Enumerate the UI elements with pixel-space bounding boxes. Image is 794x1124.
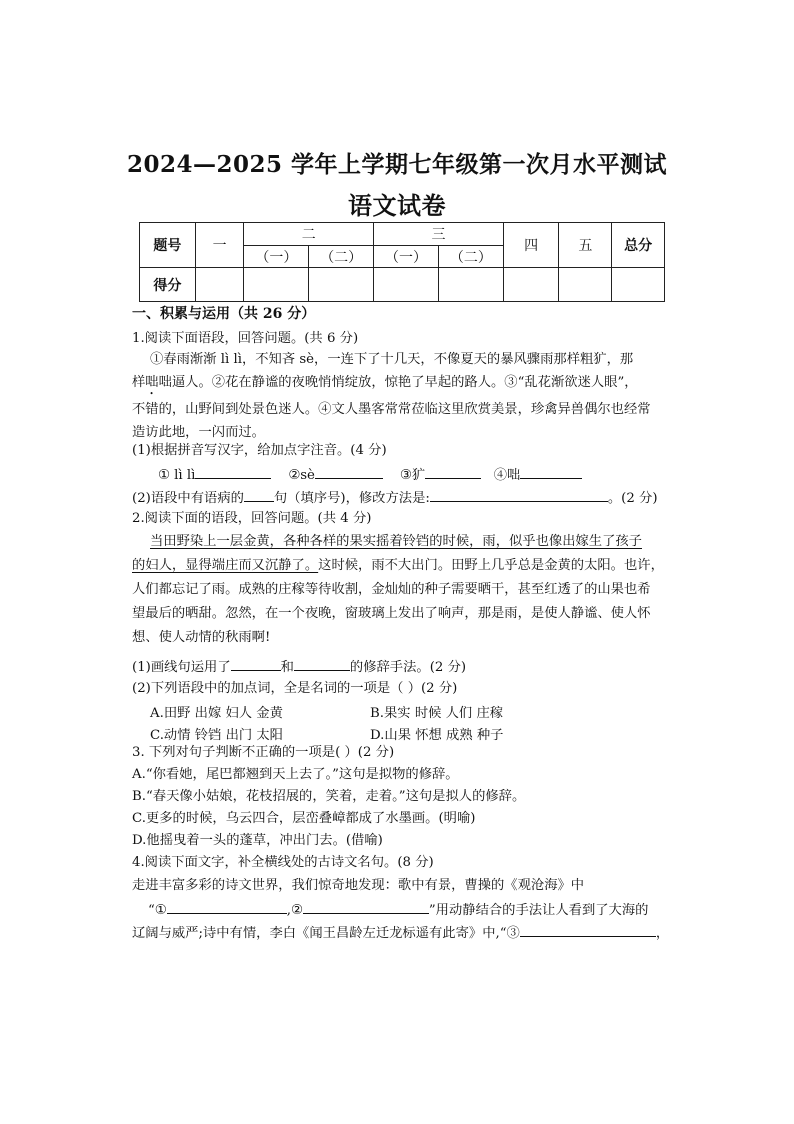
score-cell[interactable] xyxy=(612,268,665,302)
score-cell[interactable] xyxy=(503,268,559,302)
answer-blank[interactable] xyxy=(520,922,656,937)
col-2: 二 xyxy=(244,223,374,246)
score-cell[interactable] xyxy=(244,268,309,302)
col-total: 总分 xyxy=(612,223,665,268)
q3-stem: 3. 下列对句子判断不正确的一项是( ）(2 分) xyxy=(132,745,395,760)
q2-sub1: (1)画线句运用了 和 的修辞手法。(2 分) xyxy=(132,656,466,678)
emphasis-char: 咄 xyxy=(145,375,159,390)
q4-line2: “① ,② ”用动静结合的手法让人看到了大海的 xyxy=(148,899,648,921)
q2-sub2: (2)下列语段中的加点词，全是名词的一项是（ ）(2 分) xyxy=(132,681,458,696)
score-cell[interactable] xyxy=(309,268,374,302)
q2-passage: 当田野染上一层金黄，各种各样的果实摇着铃铛的时候，雨，似乎也像出嫁生了孩子 的妇人，显得端庄而又沉静了。这时候，雨不大出门。田野上几乎总是金黄的太阳。也许， 人们都忘记了雨。成熟的庄稼等待收割，金灿灿的种子需要晒干，甚至红透了的山果也希 望最后的晒甜。忽然，在一个夜晚，窗玻璃上发出了响声，那是雨，是使人静谧、使人怀 想、使人动情的秋雨啊! xyxy=(132,534,664,645)
q3-option-b[interactable]: B.“春天像小姑娘，花枝招展的，笑着，走着。”这句是拟人的修辞。 xyxy=(132,789,526,804)
answer-blank[interactable] xyxy=(244,487,274,502)
answer-blank[interactable] xyxy=(294,656,350,671)
col-3: 三 xyxy=(374,223,504,246)
q1-sub2: (2)语段中有语病的 句（填序号)，修改方法是: 。(2 分) xyxy=(132,487,658,509)
q2-option-b[interactable]: B.果实 时候 人们 庄稼 xyxy=(370,706,504,721)
col-3-sub-a: （一） xyxy=(374,246,439,268)
score-cell[interactable] xyxy=(559,268,612,302)
col-3-sub-b: （二） xyxy=(438,246,503,268)
page-subtitle: 语文试卷 xyxy=(348,191,446,220)
q2-stem: 2.阅读下面的语段，回答问题。(共 4 分) xyxy=(132,511,372,526)
q1-sub1: (1)根据拼音写汉字，给加点字注音。(4 分) xyxy=(132,443,387,458)
col-4: 四 xyxy=(503,223,559,268)
q4-line3: 辽阔与威严;诗中有情，李白《闻王昌龄左迁龙标遥有此寄》中,“③ ， xyxy=(132,922,669,944)
q2-option-a[interactable]: A.田野 出嫁 妇人 金黄 xyxy=(150,706,283,721)
answer-blank[interactable] xyxy=(315,464,383,479)
q1-passage: ①春雨渐渐 lì lì，不知吝 sè，一连下了十几天，不像夏天的暴风骤雨那样粗犷，那 样咄咄逼人。②花在静谧的夜晚悄悄绽放，惊艳了早起的路人。③“乱花渐欲迷人眼”， 不错的，山野间到处景色迷人。④文人墨客常常莅临这里欣赏美景，珍禽异兽偶尔也经常 造访此地，一闪而过。 xyxy=(132,352,651,440)
score-cell[interactable] xyxy=(195,268,244,302)
section-heading: 一、积累与运用（共 26 分） xyxy=(132,306,316,322)
answer-blank[interactable] xyxy=(195,464,271,479)
score-cell[interactable] xyxy=(438,268,503,302)
answer-blank[interactable] xyxy=(520,464,582,479)
score-table xyxy=(139,222,665,302)
label-question-number: 题号 xyxy=(140,223,196,268)
q2-option-c[interactable]: C.动情 铃铛 出门 太阳 xyxy=(150,728,283,743)
q3-option-a[interactable]: A.“你看她，尾巴都翘到天上去了。”这句是拟物的修辞。 xyxy=(132,767,459,782)
q4-stem: 4.阅读下面文字，补全横线处的古诗文名句。(8 分) xyxy=(132,855,434,870)
q4-line1: 走进丰富多彩的诗文世界，我们惊奇地发现：歌中有景，曹操的《观沧海》中 xyxy=(132,878,585,893)
page-title: 2024—2025 学年上学期七年级第一次月水平测试 xyxy=(126,151,668,178)
answer-blank[interactable] xyxy=(430,487,608,502)
answer-blank[interactable] xyxy=(167,899,287,914)
score-cell[interactable] xyxy=(374,268,439,302)
q3-option-c[interactable]: C.更多的时候，乌云四合，层峦叠嶂都成了水墨画。(明喻) xyxy=(132,811,476,826)
q3-option-d[interactable]: D.他摇曳着一头的蓬草，冲出门去。(借喻) xyxy=(132,833,383,848)
answer-blank[interactable] xyxy=(425,464,481,479)
col-2-sub-b: （二） xyxy=(309,246,374,268)
q1-stem: 1.阅读下面语段，回答问题。(共 6 分) xyxy=(132,331,359,346)
label-score: 得分 xyxy=(140,268,196,302)
col-5: 五 xyxy=(559,223,612,268)
q2-option-d[interactable]: D.山果 怀想 成熟 种子 xyxy=(370,728,504,743)
answer-blank[interactable] xyxy=(231,656,281,671)
answer-blank[interactable] xyxy=(303,899,429,914)
col-2-sub-a: （一） xyxy=(244,246,309,268)
col-1: 一 xyxy=(195,223,244,268)
q1-sub1-items: ① lì lì ②sè ③犷 ④咄 xyxy=(158,464,582,486)
